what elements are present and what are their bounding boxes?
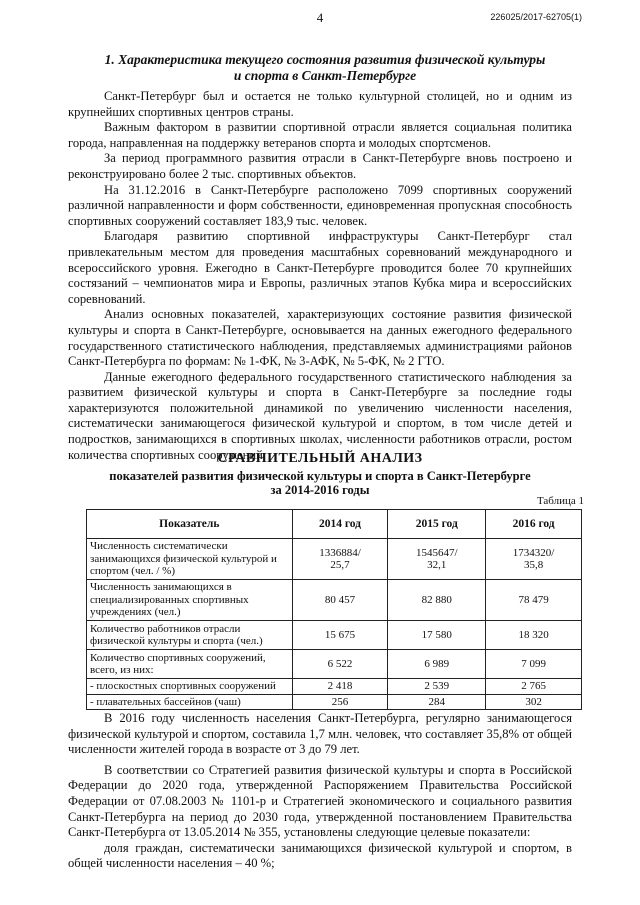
column-header: 2016 год	[486, 510, 582, 539]
paragraph: За период программного развития отрасли в Санкт-Петербурге вновь построено и реконструировано более 2 тыс. спортивных объектов.	[68, 151, 572, 181]
analysis-title: СРАВНИТЕЛЬНЫЙ АНАЛИЗ	[217, 451, 423, 466]
table-cell: 1336884/ 25,7	[292, 539, 388, 580]
table-row	[87, 539, 582, 580]
paragraph: Данные ежегодного федерального государственного статистического наблюдения за развитием физической культуры и спорта в Санкт-Петербурге за последние годы характеризуются положительной динамикой по увеличению численности населения, систематически занимающегося физической культурой и спортом, в том числе детей и подростков, занимающихся в спортивных школах, численности работников отрасли, ростом количества спортивных сооружений.	[68, 369, 572, 462]
table-row	[87, 679, 582, 695]
row-label: - плоскостных спортивных сооружений	[87, 679, 293, 695]
table-cell: 78 479	[486, 580, 582, 621]
table-row	[87, 694, 582, 710]
column-header: Показатель	[87, 510, 293, 539]
table-cell: 18 320	[486, 621, 582, 650]
paragraph: Анализ основных показателей, характеризующих состояние развития физической культуры и спорта в Санкт-Петербурге, основывается на данных ежегодного федерального государственного статистического наблюдения, представляемых администрациями районов Санкт-Петербурга по формам: № 1-ФК, № 3-АФК, № 5-ФК, № 2 ГТО.	[68, 307, 572, 369]
paragraph: На 31.12.2016 в Санкт-Петербурге расположено 7099 спортивных сооружений различной направленности и форм собственности, единовременная пропускная способность спортивных сооружений составляет 183,9 тыс. человек.	[68, 182, 572, 228]
paragraph: В соответствии со Стратегией развития физической культуры и спорта в Российской Федерации до 2020 года, утвержденной Распоряжением Правительства Российской Федерации от 07.08.2003 № 1101-р и Стратегией экономического и социального развития Санкт-Петербурга на период до 2030 года, утвержденной постановлением Правительства Санкт-Петербурга от 13.05.2014 № 355, установлены следующие целевые показатели:	[68, 762, 572, 840]
table-cell: 17 580	[388, 621, 486, 650]
paragraph: Благодаря развитию спортивной инфраструктуры Санкт-Петербург стал привлекательным местом для проведения масштабных соревнований международного и всероссийского уровня. Ежегодно в Санкт-Петербурге проводится более 70 крупнейших состязаний – чемпионатов мира и Европы, различных этапов Кубка мира и всероссийских соревнований.	[68, 229, 572, 306]
table-cell: 82 880	[388, 580, 486, 621]
row-label: Численность систематически занимающихся физической культурой и спортом (чел. / %)	[87, 539, 293, 580]
column-header: 2015 год	[388, 510, 486, 539]
table-row	[87, 580, 582, 621]
column-header: 2014 год	[292, 510, 388, 539]
row-label: Численность занимающихся в специализированных спортивных учреждениях (чел.)	[87, 580, 293, 621]
section-title	[90, 52, 560, 84]
section-title-line-1: 1. Характеристика текущего состояния развития физической культуры	[104, 52, 546, 67]
paragraph: Санкт-Петербург был и остается не только культурной столицей, но и одним из крупнейших спортивных центров страны.	[68, 89, 572, 119]
analysis-subtitle-line-1: показателей развития физической культуры и спорта в Санкт-Петербурге	[109, 469, 531, 483]
table-cell: 7 099	[486, 650, 582, 679]
analysis-subtitle-line-2: за 2014-2016 годы	[270, 483, 370, 497]
table-cell: 256	[292, 694, 388, 710]
paragraph: Важным фактором в развитии спортивной отрасли является социальная политика города, направленная на поддержку ветеранов спорта и молодых спортсменов.	[68, 120, 572, 150]
table-cell: 1734320/ 35,8	[486, 539, 582, 580]
table-cell: 6 989	[388, 650, 486, 679]
table-row	[87, 621, 582, 650]
row-label: Количество спортивных сооружений, всего, из них:	[87, 650, 293, 679]
table-header-row	[87, 510, 582, 539]
table-cell: 2 418	[292, 679, 388, 695]
row-label: - плавательных бассейнов (чаш)	[87, 694, 293, 710]
table-cell: 15 675	[292, 621, 388, 650]
table-cell: 6 522	[292, 650, 388, 679]
table-cell: 80 457	[292, 580, 388, 621]
body-text	[68, 89, 572, 463]
analysis-subtitle	[68, 469, 572, 497]
table-cell: 284	[388, 694, 486, 710]
page-number: 4	[316, 10, 324, 25]
row-label: Количество работников отрасли физической культуры и спорта (чел.)	[87, 621, 293, 650]
document-id: 226025/2017-62705(1)	[490, 12, 582, 22]
table-cell: 2 765	[486, 679, 582, 695]
paragraph: доля граждан, систематически занимающихся физической культурой и спортом, в общей численности населения – 40 %;	[68, 840, 572, 871]
table-label: Таблица 1	[536, 495, 584, 507]
statistics-table	[86, 509, 582, 710]
section-title-line-2: и спорта в Санкт-Петербурге	[233, 68, 417, 83]
table-row	[87, 650, 582, 679]
paragraph: В 2016 году численность населения Санкт-Петербурга, регулярно занимающегося физической культурой и спортом, составила 1,7 млн. человек, что составляет 35,8% от общей численности жителей города в возрасте от 3 до 79 лет.	[68, 711, 572, 757]
table-cell: 1545647/ 32,1	[388, 539, 486, 580]
table-cell: 2 539	[388, 679, 486, 695]
closing-text	[68, 711, 572, 872]
table-cell: 302	[486, 694, 582, 710]
